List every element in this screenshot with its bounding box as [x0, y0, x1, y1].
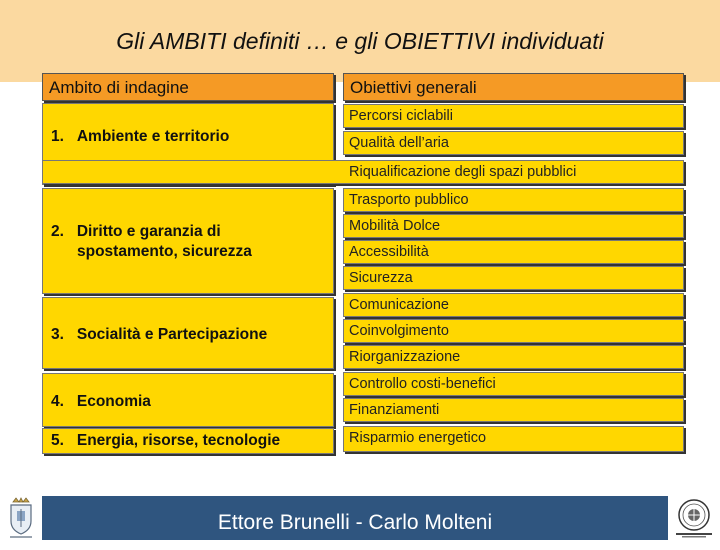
obiettivo-mobilita-dolce: Mobilità Dolce: [343, 214, 684, 238]
obiettivo-comunicazione: Comunicazione: [343, 293, 684, 317]
university-seal-icon: [672, 497, 716, 539]
ambito-label-5: 5. Energia, risorse, tecnologie: [51, 432, 281, 449]
footer-authors: Ettore Brunelli - Carlo Molteni: [217, 511, 493, 534]
ambito-label-4: 4. Economia: [51, 393, 151, 410]
obiettivo-finanziamenti: Finanziamenti: [343, 398, 684, 422]
obiettivo-accessibilita: Accessibilità: [343, 240, 684, 264]
obiettivo-percorsi-ciclabili: Percorsi ciclabili: [343, 104, 684, 128]
obiettivo-riorganizzazione: Riorganizzazione: [343, 345, 684, 369]
obiettivo-qualita-aria: Qualità dell’aria: [343, 131, 684, 155]
obiettivo-coinvolgimento: Coinvolgimento: [343, 319, 684, 343]
city-crest-icon: [4, 497, 38, 539]
header-ambito: Ambito di indagine: [42, 73, 334, 101]
header-obiettivi: Obiettivi generali: [343, 73, 684, 101]
footer-bar: [42, 496, 668, 540]
obiettivo-trasporto-pubblico: Trasporto pubblico: [343, 188, 684, 212]
obiettivo-controllo-costi: Controllo costi-benefici: [343, 372, 684, 396]
obiettivo-sicurezza: Sicurezza: [343, 266, 684, 290]
obiettivo-risparmio-energetico: Risparmio energetico: [343, 426, 684, 452]
ambito-label-2-line2: spostamento, sicurezza: [77, 243, 252, 260]
ambito-cell-3: [42, 297, 334, 369]
ambito-cell-5: [42, 428, 334, 454]
ambito-cell-4: [42, 373, 334, 427]
obiettivo-riqualificazione: Riqualificazione degli spazi pubblici: [42, 160, 684, 184]
ambito-cell-2: [42, 188, 334, 294]
ambito-label-2: 2. Diritto e garanzia di: [51, 223, 221, 240]
ambito-label-3: 3. Socialità e Partecipazione: [51, 326, 268, 343]
ambito-label-1: 1. Ambiente e territorio: [51, 128, 230, 145]
page-title: Gli AMBITI definiti … e gli OBIETTIVI individuati: [116, 28, 604, 54]
